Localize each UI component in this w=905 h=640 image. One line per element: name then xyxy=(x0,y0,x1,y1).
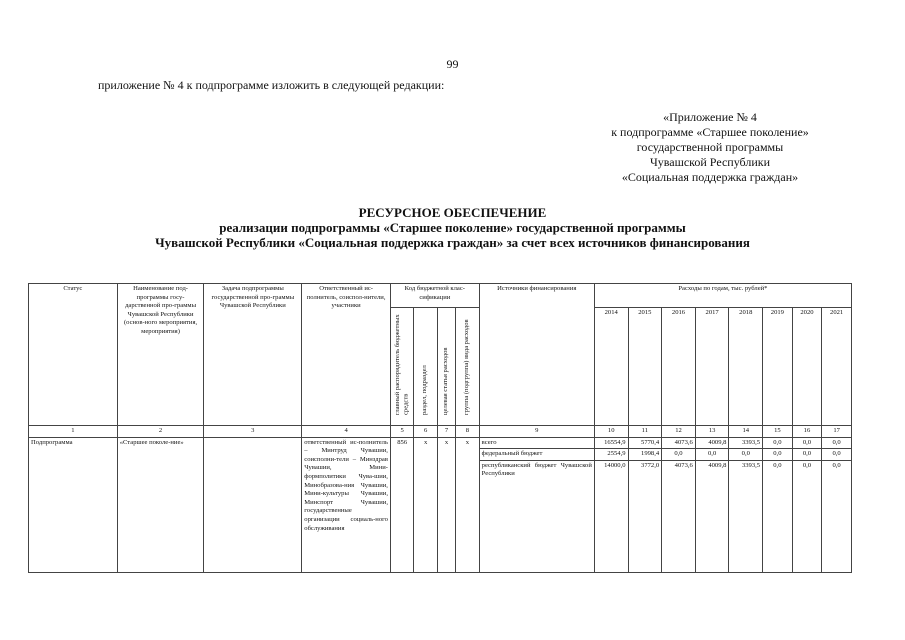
row-value: 0,0 xyxy=(792,449,822,461)
row-value: 5770,4 xyxy=(628,437,662,449)
row-value: 14000,0 xyxy=(594,460,628,572)
header-year: 2021 xyxy=(822,308,852,426)
header-name: Наименование под-программы госу-дарственной про-граммы Чувашской Республики (основ-ного мероприятия, мероприятия) xyxy=(117,284,204,426)
row-code-grbs: 856 xyxy=(390,437,413,572)
row-code-article: x xyxy=(437,437,455,572)
header-status: Статус xyxy=(29,284,118,426)
column-number: 7 xyxy=(437,426,455,438)
page-number: 99 xyxy=(446,57,459,71)
header-budget-code: Код бюджетной клас-сификации xyxy=(390,284,479,308)
row-value: 0,0 xyxy=(792,460,822,572)
row-value: 4073,6 xyxy=(662,460,696,572)
header-executor: Ответственный ис-полнитель, соиспол-нители, участники xyxy=(302,284,391,426)
row-value: 0,0 xyxy=(763,460,793,572)
column-number: 9 xyxy=(479,426,594,438)
column-number: 6 xyxy=(414,426,437,438)
header-year: 2014 xyxy=(594,308,628,426)
row-value: 0,0 xyxy=(822,437,852,449)
row-value: 0,0 xyxy=(695,449,729,461)
header-year: 2020 xyxy=(792,308,822,426)
column-number: 17 xyxy=(822,426,852,438)
appendix-line: к подпрограмме «Старшее поколение» xyxy=(611,125,809,139)
row-name: «Старшее поколе-ние» xyxy=(117,437,204,572)
intro-text: приложение № 4 к подпрограмме изложить в следующей редакции: xyxy=(98,78,445,92)
row-executor: ответственный ис-полнитель – Минтруд Чувашии, соисполни-тели – Минздрав Чувашии, Мини-формполитики Чува-шии, Минобразова-ния Чувашии, Мини-культуры Чувашии, Минспорт Чувашии, государственные организации социаль-ного обслуживания xyxy=(302,437,391,572)
header-year: 2018 xyxy=(729,308,763,426)
row-value: 0,0 xyxy=(792,437,822,449)
resource-table xyxy=(28,283,852,573)
column-number: 15 xyxy=(763,426,793,438)
column-number: 10 xyxy=(594,426,628,438)
column-number: 12 xyxy=(662,426,696,438)
row-source: республиканский бюджет Чувашской Республики xyxy=(479,460,594,572)
row-value: 3772,0 xyxy=(628,460,662,572)
header-task: Задача подпрограммы государственной про-граммы Чувашской Республики xyxy=(204,284,302,426)
row-value: 4009,8 xyxy=(695,460,729,572)
document-title xyxy=(0,205,905,250)
column-number: 2 xyxy=(117,426,204,438)
column-number: 13 xyxy=(695,426,729,438)
column-number: 1 xyxy=(29,426,118,438)
row-value: 0,0 xyxy=(729,449,763,461)
header-budget-sub: главный распорядитель бюджетных средств xyxy=(390,308,413,426)
row-source: федеральный бюджет xyxy=(479,449,594,461)
row-value: 4073,6 xyxy=(662,437,696,449)
row-value: 0,0 xyxy=(822,449,852,461)
row-value: 3393,5 xyxy=(729,460,763,572)
row-code-group: x xyxy=(456,437,479,572)
column-number: 3 xyxy=(204,426,302,438)
header-budget-sub: раздел, подраздел xyxy=(414,308,437,426)
row-value: 16554,9 xyxy=(594,437,628,449)
header-year: 2017 xyxy=(695,308,729,426)
row-value: 0,0 xyxy=(763,449,793,461)
row-value: 1998,4 xyxy=(628,449,662,461)
column-number: 5 xyxy=(390,426,413,438)
row-value: 2554,9 xyxy=(594,449,628,461)
column-number: 16 xyxy=(792,426,822,438)
row-value: 0,0 xyxy=(763,437,793,449)
column-number: 14 xyxy=(729,426,763,438)
row-status: Подпрограмма xyxy=(29,437,118,572)
appendix-line: Чувашской Республики xyxy=(649,155,771,169)
header-expenses: Расходы по годам, тыс. рублей* xyxy=(594,284,851,308)
table-row xyxy=(29,437,852,449)
appendix-line: «Приложение № 4 xyxy=(663,110,757,124)
row-source: всего xyxy=(479,437,594,449)
column-number: 4 xyxy=(302,426,391,438)
appendix-line: «Социальная поддержка граждан» xyxy=(621,170,799,184)
row-value: 0,0 xyxy=(662,449,696,461)
row-value: 3393,5 xyxy=(729,437,763,449)
appendix-line: государственной программы xyxy=(636,140,784,154)
header-budget-sub: целевая статья расходов xyxy=(437,308,455,426)
header-budget-sub: группа (подгруппа) вида расходов xyxy=(456,308,479,426)
title-line-3: Чувашской Республики «Социальная поддержка граждан» за счет всех источников финансирования xyxy=(155,235,750,250)
header-sources: Источники финансирования xyxy=(479,284,594,426)
column-number: 8 xyxy=(456,426,479,438)
title-line-2: реализации подпрограммы «Старшее поколение» государственной программы xyxy=(219,220,686,235)
column-number-row xyxy=(29,426,852,438)
header-year: 2019 xyxy=(763,308,793,426)
header-year: 2016 xyxy=(662,308,696,426)
header-year: 2015 xyxy=(628,308,662,426)
appendix-header xyxy=(560,110,860,185)
row-value: 0,0 xyxy=(822,460,852,572)
row-value: 4009,8 xyxy=(695,437,729,449)
row-task xyxy=(204,437,302,572)
title-line-1: РЕСУРСНОЕ ОБЕСПЕЧЕНИЕ xyxy=(358,205,547,220)
row-code-section: x xyxy=(414,437,437,572)
column-number: 11 xyxy=(628,426,662,438)
